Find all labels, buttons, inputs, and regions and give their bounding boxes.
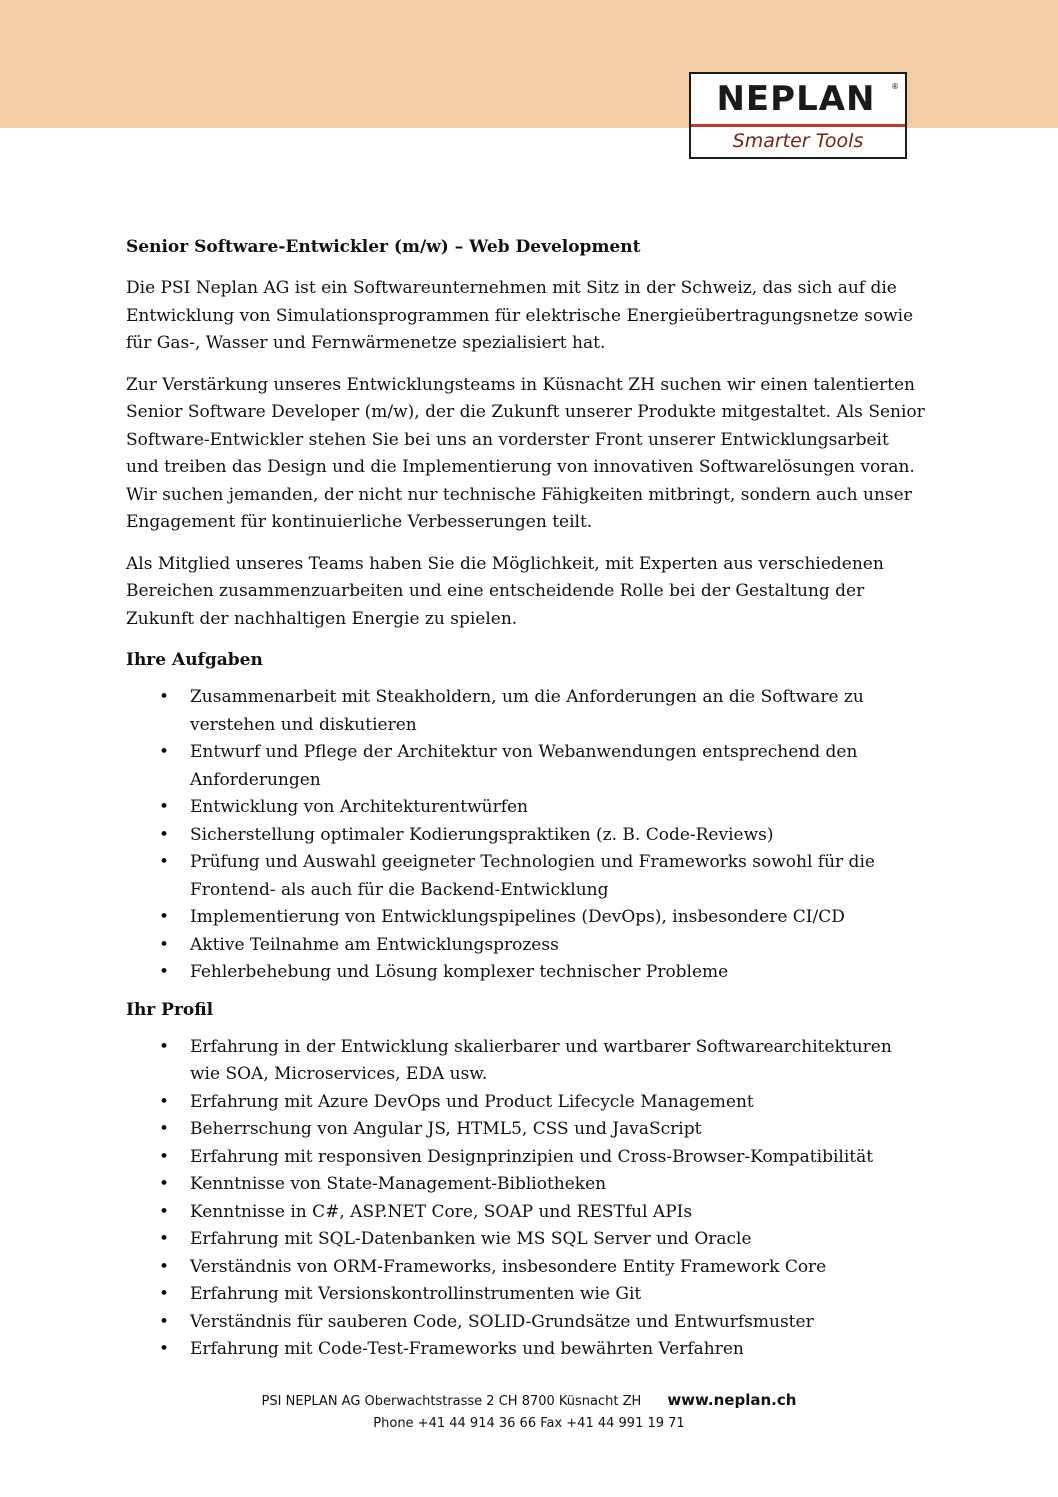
list-item: • Entwicklung von Architekturentwürfen — [126, 794, 926, 822]
page-footer — [0, 1389, 1058, 1435]
logo-wordmark: NEPLAN — [716, 79, 876, 119]
footer-contact: Phone +41 44 914 36 66 Fax +41 44 991 19 71 — [373, 1416, 685, 1431]
neplan-logo — [689, 72, 907, 159]
logo-divider — [691, 124, 905, 127]
profile-list — [126, 1034, 926, 1364]
list-item: • Beherrschung von Angular JS, HTML5, CSS und JavaScript — [126, 1116, 926, 1144]
logo-registered-mark: ® — [891, 82, 899, 91]
list-item: • Erfahrung in der Entwicklung skalierbarer und wartbarer Softwarearchitekturen wie SOA, Microservices, EDA usw. — [126, 1034, 926, 1089]
footer-website-link[interactable]: www.neplan.ch — [667, 1391, 797, 1409]
footer-address: PSI NEPLAN AG Oberwachtstrasse 2 CH 8700 Küsnacht ZH — [261, 1394, 642, 1409]
team-paragraph: Als Mitglied unseres Teams haben Sie die Möglichkeit, mit Experten aus verschiedenen Bereichen zusammenzuarbeiten und eine entscheidende Rolle bei der Gestaltung der Zukunft der nachhaltigen Energie zu spielen. — [126, 553, 884, 629]
list-item: • Erfahrung mit Versionskontrollinstrumenten wie Git — [126, 1281, 926, 1309]
list-item: • Verständnis für sauberen Code, SOLID-Grundsätze und Entwurfsmuster — [126, 1309, 926, 1337]
list-item: • Entwurf und Pflege der Architektur von Webanwendungen entsprechend den Anforderungen — [126, 739, 926, 794]
tasks-list — [126, 684, 926, 987]
tasks-heading: Ihre Aufgaben — [126, 650, 263, 670]
list-item: • Aktive Teilnahme am Entwicklungsprozess — [126, 932, 926, 960]
list-item: • Erfahrung mit Code-Test-Frameworks und bewährten Verfahren — [126, 1336, 926, 1364]
list-item: • Implementierung von Entwicklungspipelines (DevOps), insbesondere CI/CD — [126, 904, 926, 932]
footer-line-1 — [0, 1389, 1058, 1413]
job-title: Senior Software-Entwickler (m/w) – Web Development — [126, 237, 641, 257]
list-item: • Sicherstellung optimaler Kodierungspraktiken (z. B. Code-Reviews) — [126, 822, 926, 850]
list-item: • Erfahrung mit responsiven Designprinzipien und Cross-Browser-Kompatibilität — [126, 1144, 926, 1172]
profile-heading: Ihr Profil — [126, 999, 214, 1020]
list-item: • Erfahrung mit SQL-Datenbanken wie MS SQL Server und Oracle — [126, 1226, 926, 1254]
intro-paragraph: Die PSI Neplan AG ist ein Softwareunternehmen mit Sitz in der Schweiz, das sich auf die Entwicklung von Simulationsprogrammen für elektrische Energieübertragungsnetze sowie für Gas-, Wasser und Fernwärmenetze spezialisiert hat. — [126, 278, 914, 353]
list-item: • Kenntnisse in C#, ASP.NET Core, SOAP und RESTful APIs — [126, 1199, 926, 1227]
list-item: • Erfahrung mit Azure DevOps und Product Lifecycle Management — [126, 1089, 926, 1117]
list-item: • Prüfung und Auswahl geeigneter Technologien und Frameworks sowohl für die Frontend- als auch für die Backend-Entwicklung — [126, 849, 926, 904]
logo-tagline: Smarter Tools — [732, 130, 864, 152]
list-item: • Verständnis von ORM-Frameworks, insbesondere Entity Framework Core — [126, 1254, 926, 1282]
list-item: • Fehlerbehebung und Lösung komplexer technischer Probleme — [126, 959, 926, 987]
list-item: • Zusammenarbeit mit Steakholdern, um die Anforderungen an die Software zu verstehen und diskutieren — [126, 684, 926, 739]
job-posting — [126, 234, 926, 1374]
list-item: • Kenntnisse von State-Management-Bibliotheken — [126, 1171, 926, 1199]
role-paragraph: Zur Verstärkung unseres Entwicklungsteams in Küsnacht ZH suchen wir einen talentierten Senior Software Developer (m/w), der die Zukunft unserer Produkte mitgestaltet. Als Senior Software-Entwickler stehen Sie bei uns an vorderster Front unserer Entwicklungsarbeit und treiben das Design und die Implementierung von innovativen Softwarelösungen voran. Wir suchen jemanden, der nicht nur technische Fähigkeiten mitbringt, sondern auch unser Engagement für kontinuierliche Verbesserungen teilt. — [126, 374, 925, 532]
